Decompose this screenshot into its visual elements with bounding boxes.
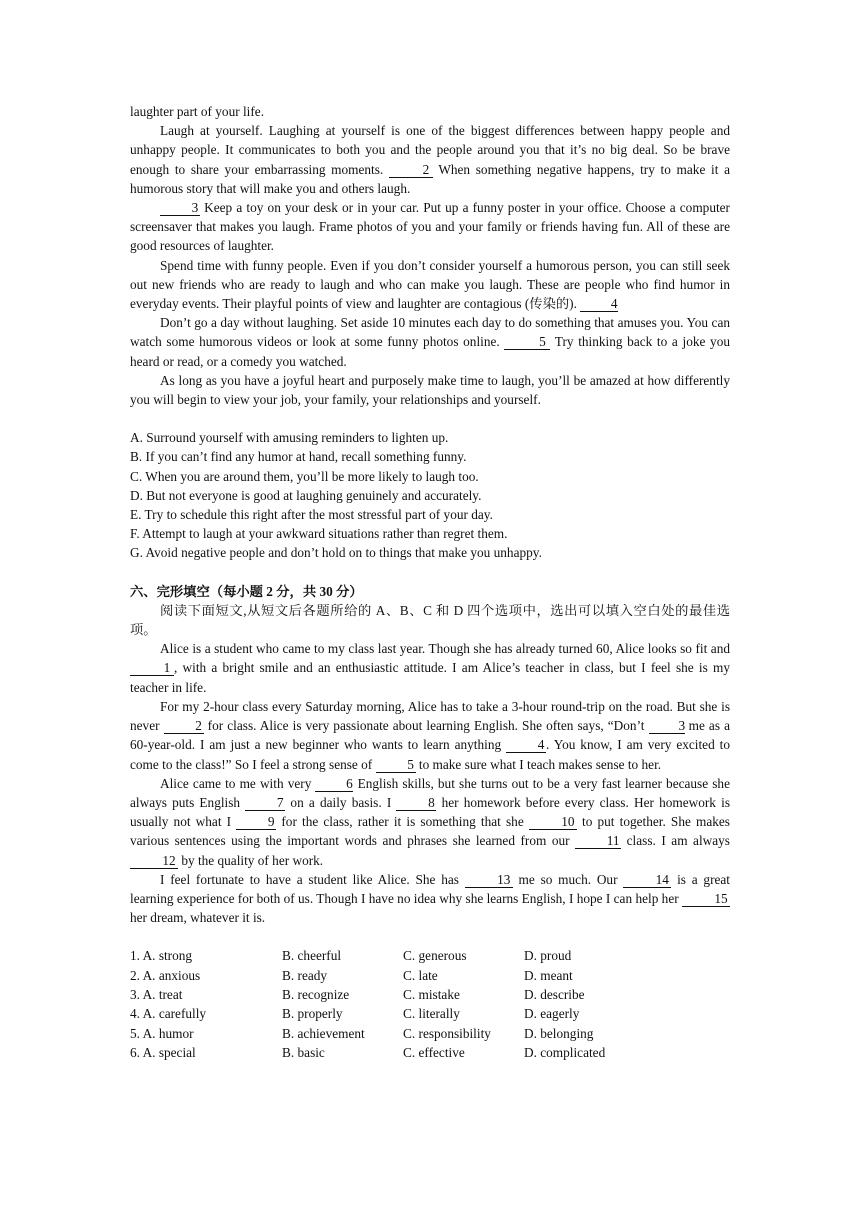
blank-5: 5 (504, 334, 550, 350)
blank-c3: 3 (649, 718, 685, 734)
section-title: 六、完形填空（每小题 2 分，共 30 分） (130, 583, 363, 599)
paragraph-continuation: laughter part of your life. (130, 104, 265, 119)
blank-c15: 15 (682, 891, 730, 907)
paragraph-conclusion: As long as you have a joyful heart and purposely make time to laugh, you’ll be amazed at how differently you will begin to view your job, your family, your relationships and yourself. (130, 372, 730, 408)
choice-row: 1. A. strong B. cheerful C. generous D. proud (130, 948, 572, 964)
option-c: C. When you are around them, you’ll be more likely to laugh too. (130, 468, 479, 484)
blank-c1: 1 (130, 660, 174, 676)
document-page (130, 102, 730, 1062)
paragraph-resources: 3 Keep a toy on your desk or in your car. Put up a funny poster in your office. Choose a computer screensaver that makes you laugh. Frame photos of you and your family or friends having fun. All of these are good resources of laughter. (130, 200, 730, 254)
choice-row: 4. A. carefully B. properly C. literally D. eagerly (130, 1006, 580, 1022)
cloze-paragraph-3: Alice came to me with very 6 English skills, but she turns out to be a very fast learner because she always puts English 7 on a daily basis. I 8 her homework before every class. Her homework is usually not what I 9 for the class, rather it is something that she 10 to put together. She makes various sentences using the important words and phrases she learned from our 11 class. I am always 12 by the quality of her work. (130, 775, 730, 868)
option-f: F. Attempt to laugh at your awkward situations rather than regret them. (130, 526, 508, 542)
blank-c9: 9 (236, 814, 276, 830)
blank-c5: 5 (376, 757, 416, 773)
blank-c12: 12 (130, 853, 178, 869)
option-e: E. Try to schedule this right after the most stressful part of your day. (130, 507, 493, 523)
cloze-paragraph-1: Alice is a student who came to my class last year. Though she has already turned 60, Alice looks so fit and 1 , with a bright smile and an enthusiastic attitude. I am Alice’s teacher in class, but I feel she is my teacher in life. (130, 641, 730, 695)
blank-c4: 4 (506, 737, 546, 753)
blank-c10: 10 (529, 814, 577, 830)
choice-row: 2. A. anxious B. ready C. late D. meant (130, 967, 573, 983)
blank-c2: 2 (164, 718, 204, 734)
blank-c8: 8 (396, 795, 436, 811)
option-d: D. But not everyone is good at laughing genuinely and accurately. (130, 487, 482, 503)
choice-row: 6. A. special B. basic C. effective D. complicated (130, 1044, 606, 1060)
blank-4: 4 (580, 296, 618, 312)
blank-3: 3 (160, 200, 200, 216)
choice-table (130, 946, 730, 1062)
paragraph-every-day: Don’t go a day without laughing. Set aside 10 minutes each day to do something that amuses you. You can watch some humorous videos or look at some funny photos online. 5 Try thinking back to a joke you heard or read, or a comedy you watched. (130, 315, 730, 369)
paragraph-laugh-at-yourself: Laugh at yourself. Laughing at yourself is one of the biggest differences between happy people and unhappy people. It communicates to both you and the people around you that it’s no big deal. So be brave enough to share your embarrassing moments. 2 When something negative happens, try to make it a humorous story that will make you and others laugh. (130, 123, 730, 196)
option-g: G. Avoid negative people and don’t hold on to things that make you unhappy. (130, 545, 542, 561)
option-a: A. Surround yourself with amusing reminders to lighten up. (130, 430, 449, 446)
section-instruction: 阅读下面短文,从短文后各题所给的 A、B、C 和 D 四个选项中，选出可以填入空白处的最佳选项。 (130, 602, 730, 638)
paragraph-funny-people: Spend time with funny people. Even if you don’t consider yourself a humorous person, you can still seek out new friends who are ready to laugh and who can make you laugh. These are people who find humor in everyday events. Their playful points of view and laughter are contagious (传染的). 4 (130, 257, 730, 312)
choice-row: 5. A. humor B. achievement C. responsibility D. belonging (130, 1025, 594, 1041)
blank-c7: 7 (245, 795, 285, 811)
blank-c13: 13 (465, 872, 513, 888)
choice-row: 3. A. treat B. recognize C. mistake D. describe (130, 986, 585, 1002)
blank-c6: 6 (315, 776, 353, 792)
blank-c14: 14 (623, 872, 671, 888)
cloze-paragraph-2: For my 2-hour class every Saturday morning, Alice has to take a 3-hour round-trip on the road. But she is never 2 for class. Alice is very passionate about learning English. She often says, “Don’t 3 me as a 60-year-old. I am just a new beginner who wants to learn anything 4 . You know, I am very excited to come to the class!” So I feel a strong sense of 5 to make sure what I teach makes sense to her. (130, 698, 730, 772)
blank-2: 2 (389, 162, 433, 178)
cloze-paragraph-4: I feel fortunate to have a student like Alice. She has 13 me so much. Our 14 is a great learning experience for both of us. Though I have no idea why she learns English, I hope I can help her 15 her dream, whatever it is. (130, 871, 730, 926)
blank-c11: 11 (575, 833, 621, 849)
option-b: B. If you can’t find any humor at hand, recall something funny. (130, 449, 467, 465)
